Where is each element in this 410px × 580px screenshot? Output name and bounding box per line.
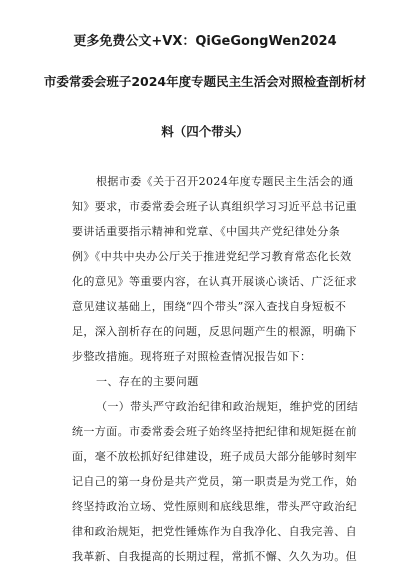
body-line: 根据市委《关于召开2024年度专题民主生活会的通 xyxy=(96,175,354,188)
body-line: 终坚持政治立场、党性原则和底线思维，带头严守政治纪 xyxy=(72,500,357,513)
document-title-line-2: 料（四个带头） xyxy=(161,124,249,139)
body-line: 律和政治规矩，把党性锤炼作为自我净化、自我完善、自 xyxy=(72,525,357,538)
body-line: 面，毫不放松抓好纪律建设，班子成员大部分能够时刻牢 xyxy=(72,450,357,463)
body-line: 记自己的第一身份是共产党员，第一职责是为党工作，始 xyxy=(72,475,357,488)
body-line: 足，深入剖析存在的问题，反思问题产生的根源，明确下 xyxy=(72,325,357,338)
section-heading: 一、存在的主要问题 xyxy=(96,375,199,388)
body-line: 统一方面。市委常委会班子始终坚持把纪律和规矩挺在前 xyxy=(72,425,357,438)
body-line: 知》要求，市委常委会班子认真组织学习习近平总书记重 xyxy=(72,200,357,213)
body-line: 我革新、自我提高的长期过程，常抓不懈、久久为功。但 xyxy=(72,550,357,563)
body-line: 例》《中共中央办公厅关于推进党纪学习教育常态化长效 xyxy=(72,250,352,263)
body-line: 要讲话重要指示精神和党章、《中国共产党纪律处分条 xyxy=(72,225,341,238)
subsection-heading: （一）带头严守政治纪律和政治规矩，维护党的团结 xyxy=(96,400,359,413)
watermark-header: 更多免费公文+VX：QiGeGongWen2024 xyxy=(73,34,337,49)
body-line: 步整改措施。现将班子对照检查情况报告如下： xyxy=(72,350,312,363)
body-line: 意见建议基础上，围绕“四个带头”深入查找自身短板不 xyxy=(72,300,347,313)
document-title-line-1: 市委常委会班子2024年度专题民主生活会对照检查剖析材 xyxy=(43,74,367,89)
body-line: 化的意见》等重要内容，在认真开展谈心谈话、广泛征求 xyxy=(72,275,357,288)
